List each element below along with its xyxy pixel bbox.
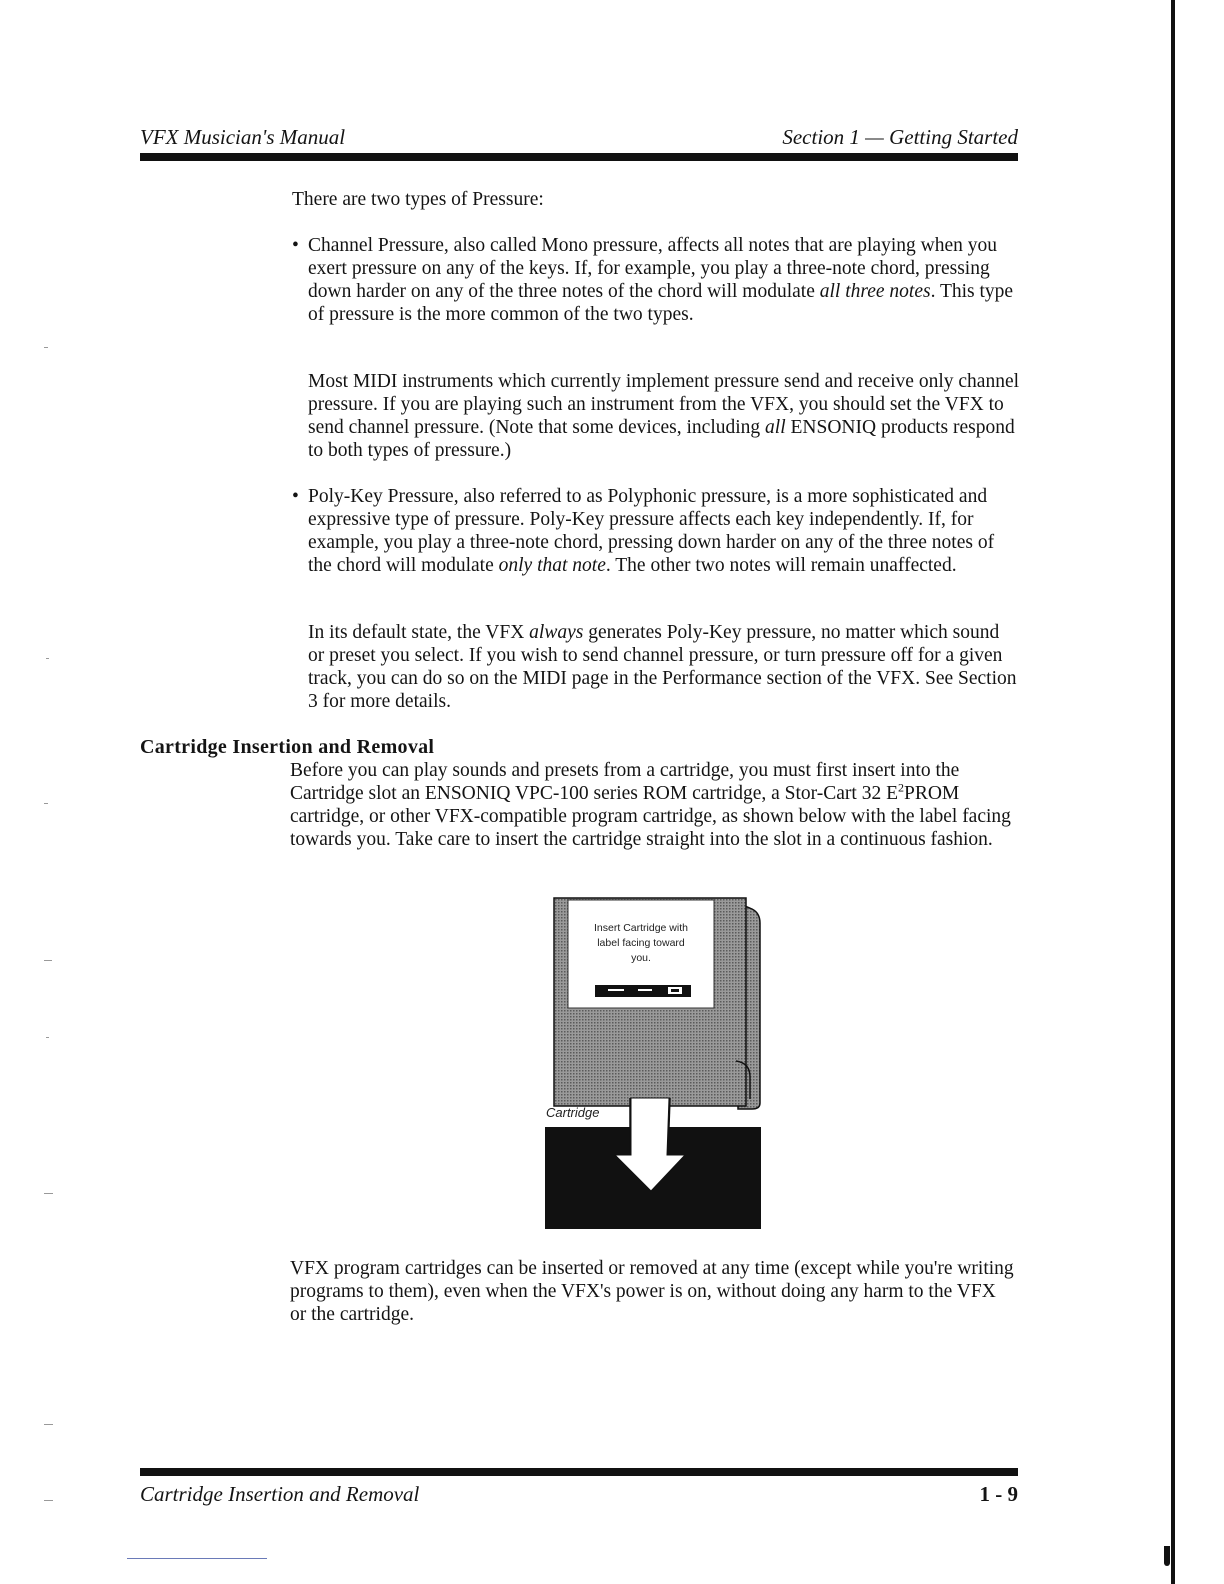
bullet-marker: • — [292, 235, 299, 256]
margin-mark — [44, 1193, 53, 1194]
footer-section-name: Cartridge Insertion and Removal — [140, 1482, 420, 1506]
default-state-paragraph: In its default state, the VFX always generates Poly-Key pressure, no matter which sound or preset you select. If you wish to send channel pressure, or turn pressure off for a given track, you can do so on the MIDI page in the Performance section of the VFX. See Section 3 for more details. — [308, 622, 1017, 712]
insert-cartridge-paragraph: Before you can play sounds and presets from a cartridge, you must first insert into the Cartridge slot an ENSONIQ VPC-100 series ROM cartridge, a Stor-Cart 32 $E^2PROM$ cartridge, or other VFX-compatible program cartridge, as shown below with the label facing towards you. Take care to insert the cartridge straight into the slot in a continuous fashion. — [290, 760, 1011, 850]
page-number: 1 - 9 — [979, 1482, 1018, 1506]
header-manual-title: VFX Musician's Manual — [140, 125, 346, 149]
footer-rule — [140, 1468, 1018, 1476]
margin-mark — [46, 658, 49, 659]
margin-mark — [44, 1424, 53, 1425]
cartridge-figure — [540, 893, 766, 1233]
section-heading: Cartridge Insertion and Removal — [140, 736, 435, 758]
removal-paragraph: VFX program cartridges can be inserted or removed at any time (except while you're writing programs to them), even when the VFX's power is on, without doing any harm to the VFX or the cartridge. — [290, 1258, 1014, 1325]
margin-mark — [44, 1500, 53, 1501]
margin-mark — [46, 1037, 49, 1038]
header-section-title: Section 1 — Getting Started — [782, 125, 1018, 149]
midi-pressure-paragraph: Most MIDI instruments which currently implement pressure send and receive only channel pressure. If you are playing such an instrument from the VFX, you should set the VFX to send channel pressure. (Note that some devices, including all ENSONIQ products respond to both types of pressure.) — [308, 371, 1020, 461]
page-edge-line — [1171, 0, 1175, 1584]
margin-mark — [44, 803, 48, 804]
cartridge-label-text: Insert Cartridge with label facing toward you. — [594, 922, 688, 964]
margin-mark — [44, 347, 48, 348]
page-edge-corner — [1164, 1546, 1170, 1566]
bullet-marker: • — [292, 486, 299, 507]
footnote-rule — [127, 1558, 267, 1559]
intro-paragraph: There are two types of Pressure: — [292, 189, 544, 210]
header-rule — [140, 153, 1018, 161]
cartridge-caption: Cartridge — [546, 1105, 600, 1120]
margin-mark — [44, 960, 52, 961]
polykey-pressure-paragraph: Poly-Key Pressure, also referred to as Polyphonic pressure, is a more sophisticated and expressive type of pressure. Poly-Key pressure affects each key independently. If, for example, you play a three-note chord, pressing down harder on any of the three notes of the chord will modulate only that note. The other two notes will remain unaffected. — [308, 486, 995, 576]
channel-pressure-paragraph: Channel Pressure, also called Mono pressure, affects all notes that are playing when you exert pressure on any of the keys. If, for example, you play a three-note chord, pressing down harder on any of the three notes of the chord will modulate all three notes. This type of pressure is the more common of the two types. — [308, 235, 1014, 325]
